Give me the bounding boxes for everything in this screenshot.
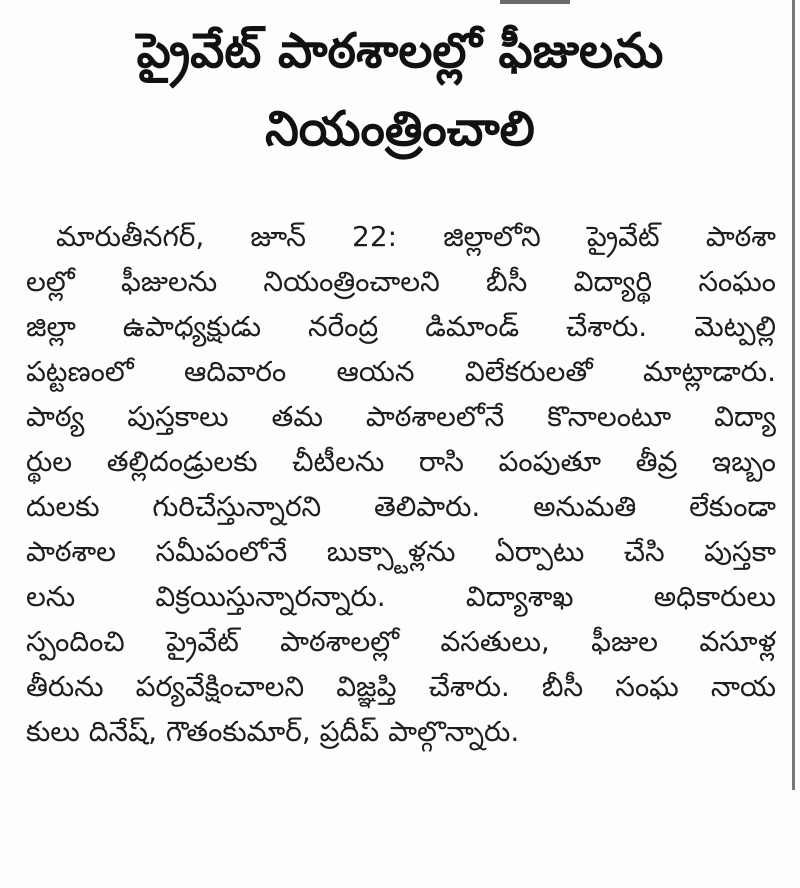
article-line: తీరును పర్యవేక్షించాలని విజ్ఞప్తి చేశారు. బీసీ సంఘ నాయ [26,670,776,703]
article-line: పాఠ్య పుస్తకాలు తమ పాఠశాలలోనే కొనాలంటూ విద్యా [26,400,776,433]
article-line: జిల్లా ఉపాధ్యక్షుడు నరేంద్ర డిమాండ్ చేశారు. మెట్పల్లి [26,310,776,343]
torn-top-edge [500,0,570,4]
headline-line-2: నియంత్రించాలి [265,101,535,157]
article-line: కులు దినేష్, గౌతంకుమార్, ప్రదీప్ పాల్గొన్నారు. [26,715,520,748]
article-line: పాఠశాల సమీపంలోనే బుక్స్టాళ్లను ఏర్పాటు చేసి పుస్తకా [26,535,776,568]
column-divider-rule [792,0,795,790]
headline [20,12,780,168]
headline-line-1: ప్రైవేట్ పాఠశాలల్లో ఫీజులను [136,23,664,79]
article-line: దులకు గురిచేస్తున్నారని తెలిపారు. అనుమతి లేకుండా [26,490,776,523]
article-line: లను విక్రయిస్తున్నారన్నారు. విద్యాశాఖ అధికారులు [26,580,776,613]
article-line: మారుతీనగర్, జూన్ 22: జిల్లాలోని ప్రైవేట్ పాఠశా [56,220,776,253]
article-line: లల్లో ఫీజులను నియంత్రించాలని బీసీ విద్యార్థి సంఘం [26,265,776,298]
article-line: పట్టణంలో ఆదివారం ఆయన విలేకరులతో మాట్లాడారు. [26,355,776,388]
article-line: ర్థుల తల్లిదండ్రులకు చీటీలను రాసి పంపుతూ తీవ్ర ఇబ్బం [26,445,776,478]
article-line: స్పందించి ప్రైవేట్ పాఠశాలల్లో వసతులు, ఫీజుల వసూళ్ల [26,625,776,658]
article-body [26,214,776,754]
